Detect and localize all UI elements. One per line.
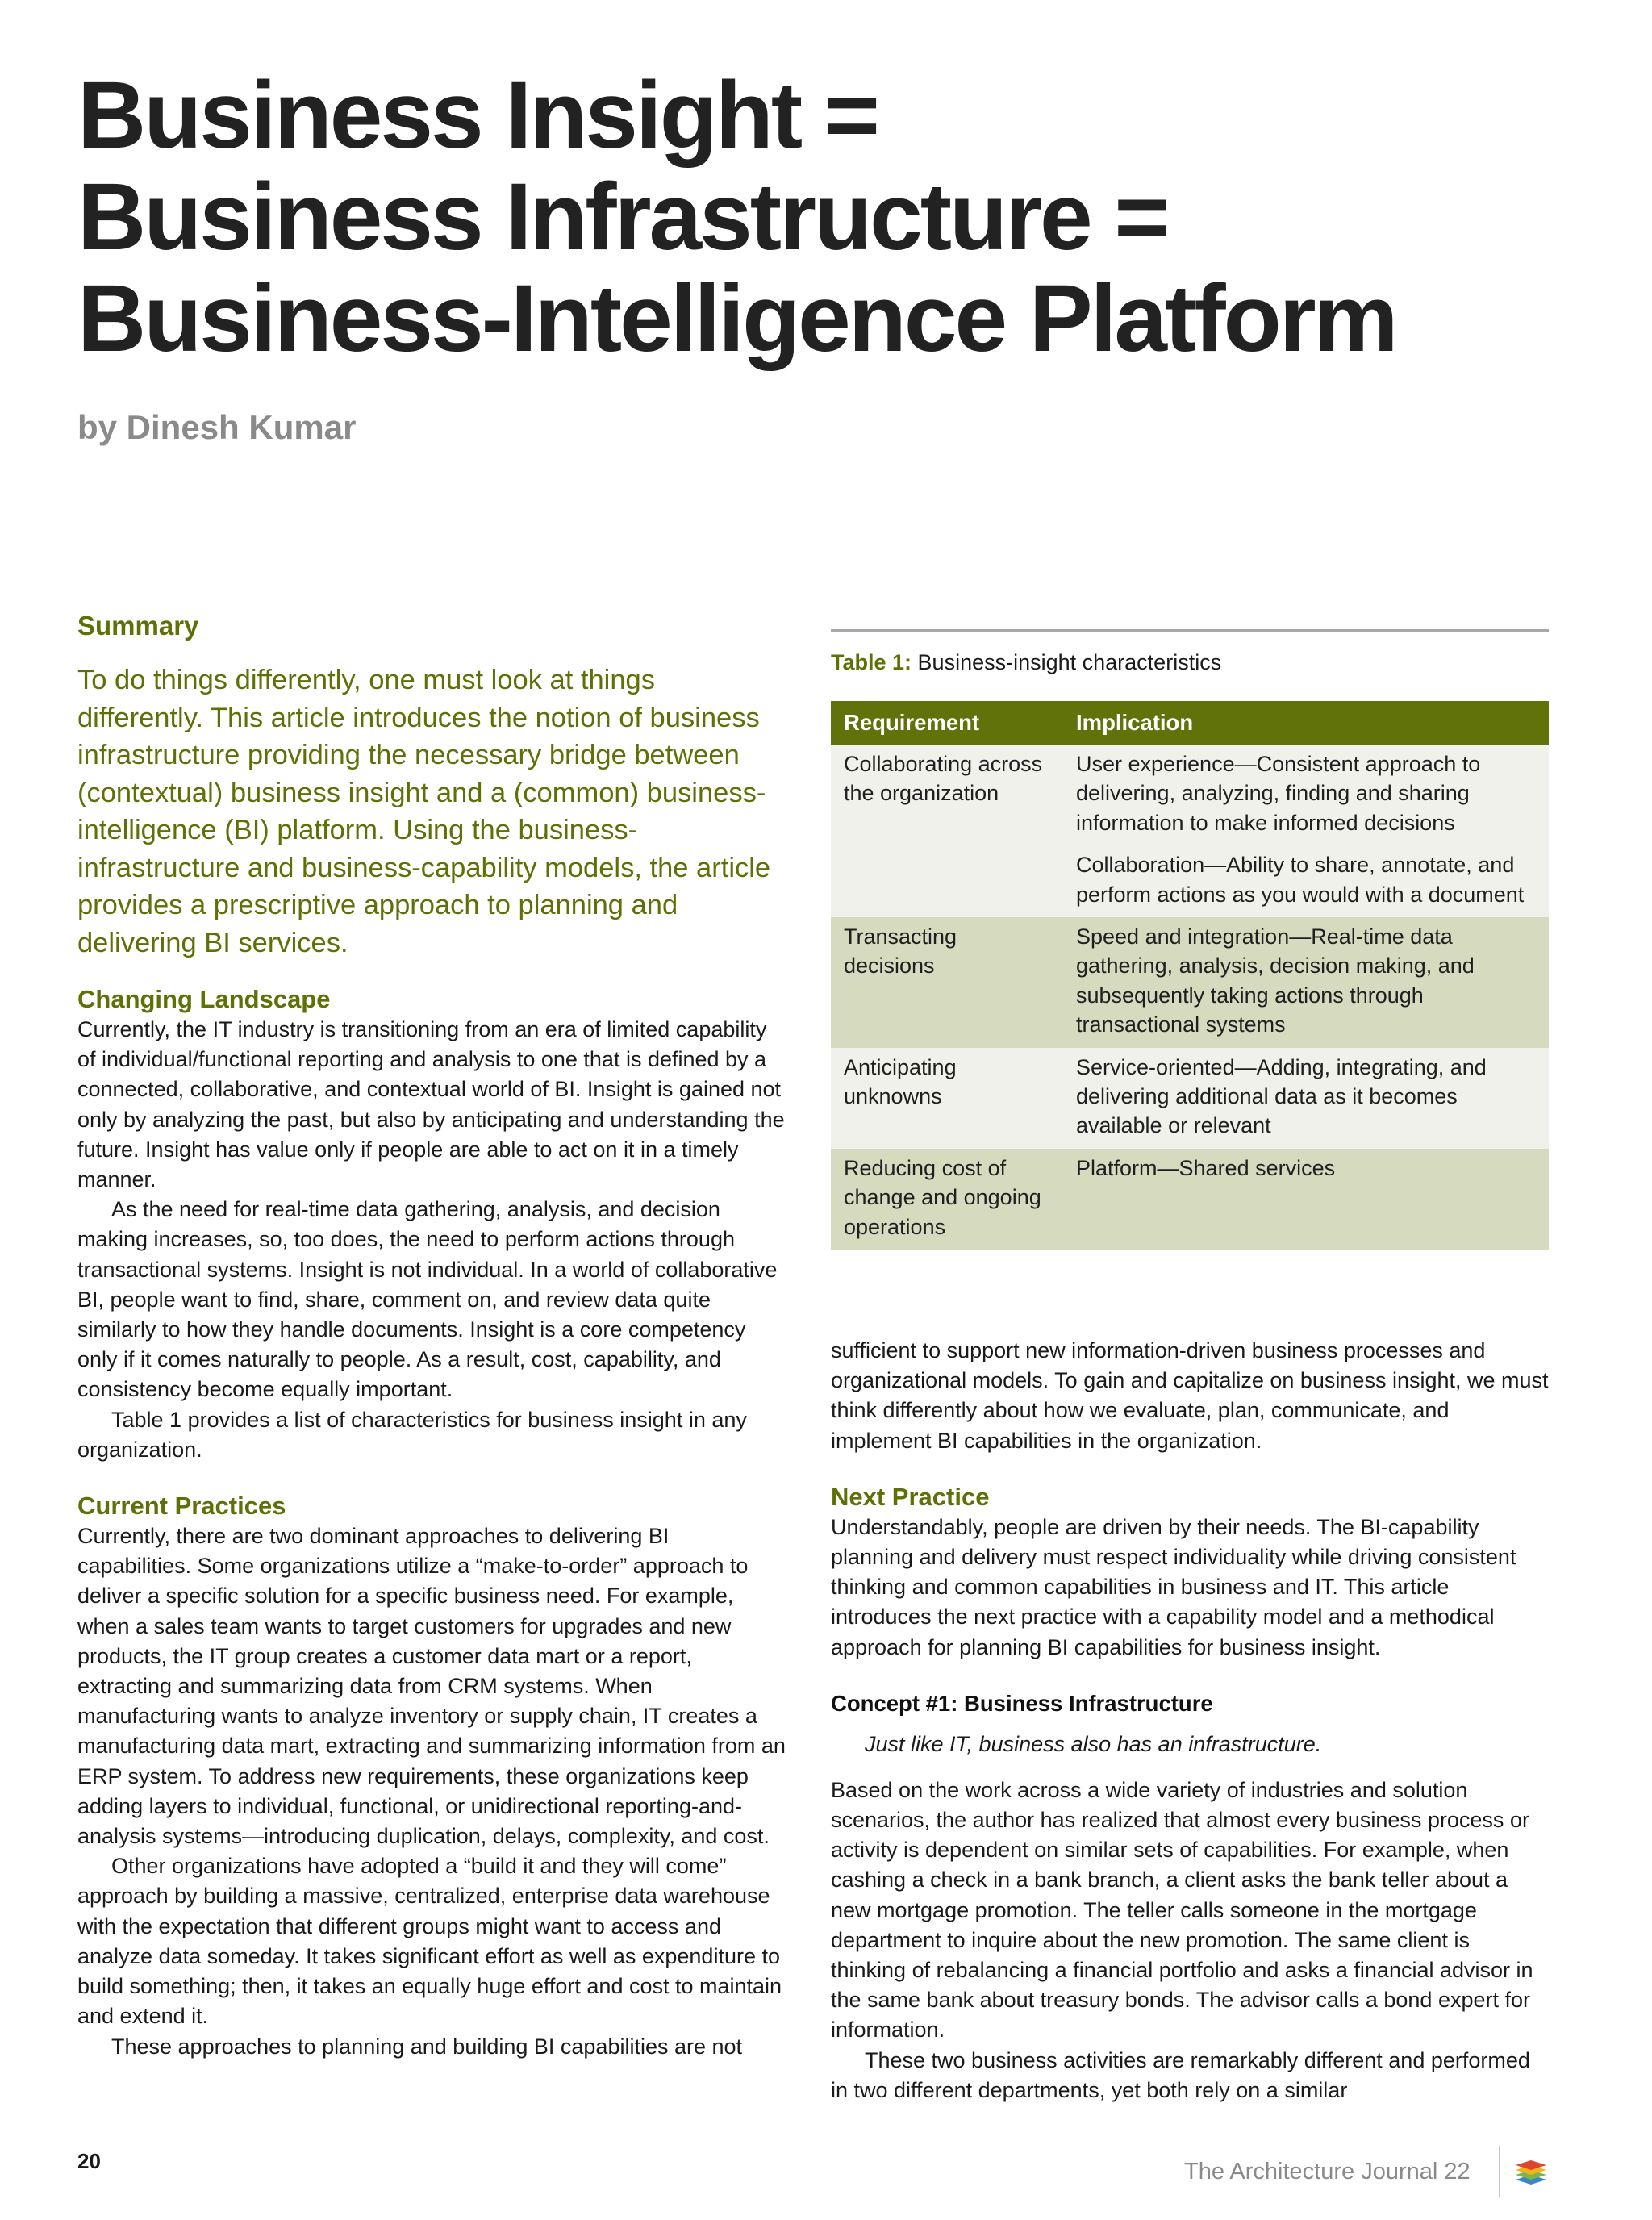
right-column <box>831 1336 1549 2105</box>
left-column <box>77 610 787 2062</box>
table-1-block <box>831 629 1549 1250</box>
summary-text: To do things differently, one must look at things differently. This article introduces the notion of business infrastructure providing the necessary bridge between (contextual) business insight and a (common) business-intelligence (BI) platform. Using the business-infrastructure and business-capability models, the article provides a prescriptive approach to planning and delivering BI services. <box>77 665 771 958</box>
requirement-cell: Anticipating unknowns <box>831 1048 1063 1149</box>
implication-cell <box>1063 1048 1549 1149</box>
implication-text: User experience—Consistent approach to delivering, analyzing, finding and sharing information to make informed decisions <box>1076 752 1481 835</box>
changing-landscape-paragraph-1: Currently, the IT industry is transitioning from an era of limited capability of individual/functional reporting and analysis to one that is defined by a connected, collaborative, and contextual world of BI. Insight is gained not only by analyzing the past, but also by anticipating and understanding the future. Insight has value only if people are able to act on it in a timely manner. <box>77 1017 785 1192</box>
table-row <box>831 1048 1549 1149</box>
requirement-cell: Reducing cost of change and ongoing operations <box>831 1149 1063 1250</box>
changing-landscape-heading: Changing Landscape <box>77 985 331 1013</box>
journal-stack-logo-icon <box>1513 2157 1549 2189</box>
requirement-cell: Collaborating across the organization <box>831 745 1063 917</box>
implication-text: Speed and integration—Real-time data gathering, analysis, decision making, and subsequently taking actions through transactional systems <box>1076 924 1475 1037</box>
implication-cell <box>1063 917 1549 1048</box>
footer-divider <box>1499 2146 1500 2197</box>
implication-text: Service-oriented—Adding, integrating, and delivering additional data as it becomes available or relevant <box>1076 1054 1487 1138</box>
implication-text: Collaboration—Ability to share, annotate, and perform actions as you would with a document <box>1076 853 1525 907</box>
implication-text: Platform—Shared services <box>1076 1155 1336 1180</box>
table-row <box>831 1149 1549 1250</box>
current-practices-paragraph-2: Other organizations have adopted a “build it and they will come” approach by building a massive, centralized, enterprise data warehouse with the expectation that different groups might want to access and analyze data someday. It takes significant effort as well as expenditure to build something; then, it takes an equally huge effort and cost to maintain and extend it. <box>77 1854 782 2029</box>
page-number: 20 <box>77 2149 101 2173</box>
summary-heading: Summary <box>77 611 199 641</box>
concept-quote: Just like IT, business also has an infrastructure. <box>865 1731 1322 1756</box>
current-practices-heading: Current Practices <box>77 1492 286 1521</box>
implication-cell <box>1063 1149 1549 1250</box>
current-practices-paragraph-3: These approaches to planning and building BI capabilities are not <box>111 2034 743 2059</box>
changing-landscape-paragraph-2: As the need for real-time data gathering, analysis, and decision making increases, so, too does, the need to perform actions through transactional systems. Insight is not individual. In a world of collaborative BI, people want to find, share, comment on, and review data quite similarly to how they handle documents. Insight is a core competency only if it comes naturally to people. As a result, cost, capability, and consistency become equally important. <box>77 1197 778 1402</box>
journal-name: The Architecture Journal 22 <box>1184 2159 1471 2185</box>
business-insight-table <box>831 701 1549 1250</box>
table-header-row <box>831 701 1549 745</box>
title-line-3: Business-Intelligence Platform <box>77 265 1396 372</box>
implication-cell <box>1063 745 1549 917</box>
changing-landscape-paragraph-3: Table 1 provides a list of characteristics for business insight in any organization. <box>77 1407 747 1462</box>
current-practices-paragraph-1: Currently, there are two dominant approaches to delivering BI capabilities. Some organizations utilize a “make-to-order” approach to deliver a specific solution for a specific business need. For example, when a sales team wants to target customers for upgrades and new products, the IT group creates a customer data mart or a report, extracting and summarizing data from CRM systems. When manufacturing wants to analyze inventory or supply chain, IT creates a manufacturing data mart, extracting and summarizing information from an ERP system. To address new requirements, these organizations keep adding layers to individual, functional, or unidirectional reporting-and-analysis systems—introducing duplication, delays, complexity, and cost. <box>77 1524 786 1849</box>
table-row <box>831 917 1549 1048</box>
concept-paragraph-2: These two business activities are remarkably different and performed in two different departments, yet both rely on a similar <box>831 2047 1530 2102</box>
concept-heading: Concept #1: Business Infrastructure <box>831 1690 1213 1716</box>
byline: by Dinesh Kumar <box>77 408 357 446</box>
header-requirement: Requirement <box>831 701 1063 745</box>
table-top-rule <box>831 629 1549 632</box>
next-practice-heading: Next Practice <box>831 1482 990 1511</box>
next-practice-paragraph: Understandably, people are driven by their needs. The BI-capability planning and delivery must respect individuality while driving consistent thinking and common capabilities in business and IT. This article introduces the next practice with a capability model and a methodical approach for planning BI capabilities for business insight. <box>831 1514 1516 1659</box>
title-line-2: Business Infrastructure = <box>77 164 1168 270</box>
requirement-cell: Transacting decisions <box>831 917 1063 1048</box>
table-caption-label: Table 1: <box>831 650 912 674</box>
table-row <box>831 745 1549 917</box>
continuation-paragraph: sufficient to support new information-driven business processes and organizational models. To gain and capitalize on business insight, we must think differently about how we evaluate, plan, communicate, and implement BI capabilities in the organization. <box>831 1338 1549 1453</box>
concept-paragraph-1: Based on the work across a wide variety of industries and solution scenarios, the author has realized that almost every business process or activity is dependent on similar sets of capabilities. For example, when cashing a check in a bank branch, a client asks the bank teller about a new mortgage promotion. The teller calls someone in the mortgage department to inquire about the new promotion. The same client is thinking of rebalancing a financial portfolio and asks a financial advisor in the same bank about treasury bonds. The advisor calls a bond expert for information. <box>831 1777 1533 2043</box>
header-implication: Implication <box>1063 701 1549 745</box>
article-title <box>77 62 1610 372</box>
table-caption <box>831 648 1549 677</box>
table-caption-text: Business-insight characteristics <box>917 650 1222 674</box>
title-line-1: Business Insight = <box>77 62 878 169</box>
